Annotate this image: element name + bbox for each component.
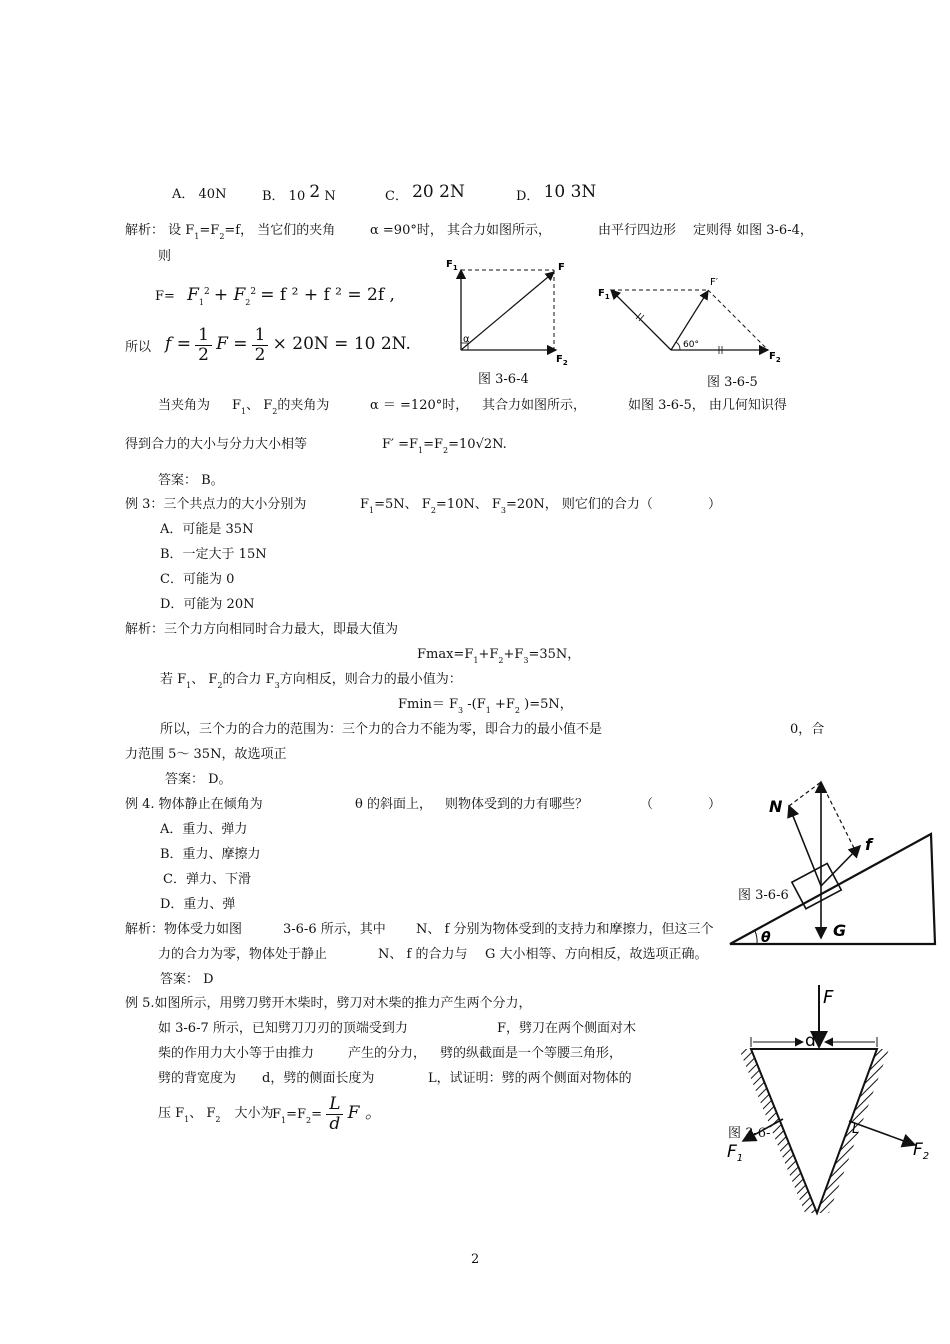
q2-analysis-line1: 解析： 设 $F_1=F_2=f$， 当它们的夹角	[125, 223, 336, 241]
q2-answer: 答案： B。	[158, 473, 224, 488]
f1-label: $F_1$	[598, 288, 610, 301]
q3-analysis1: 解析：三个力方向相同时合力最大，即最大值为	[125, 622, 399, 637]
q3-answer: 答案： D。	[165, 772, 232, 787]
l-label: L	[852, 1122, 860, 1137]
q4-option-d: D．重力、弹	[160, 897, 236, 912]
caption-3-6-4: 图 3-6-4	[478, 372, 529, 387]
q4-option-a: A．重力、弹力	[160, 822, 248, 837]
f-prime-label: F′	[710, 277, 719, 288]
q2-analysis-line1-part2: α =90°时， 其合力如图所示，	[370, 223, 551, 238]
q2-line3-c: α ＝ =120°时，	[370, 398, 469, 413]
q3-line2: 若 $F_1$、 $F_2$的合力 $F_3$方向相反，则合力的最小值为：	[160, 672, 462, 690]
q2-line3-b: $F_1$、 $F_2$的夹角为	[232, 398, 330, 416]
q5-line2b: F，劈刀在两个侧面对木	[497, 1021, 637, 1036]
q4-stem: 例 4. 物体静止在倾角为	[125, 797, 263, 812]
f-label: F	[558, 262, 565, 273]
q5-line3c: 劈的纵截面是一个等腰三角形，	[440, 1046, 623, 1061]
f1-arrow	[611, 290, 671, 350]
alpha-label: α	[463, 334, 470, 345]
f1-label: $F_1$	[446, 259, 458, 272]
q3-option-d: D．可能为 20N	[160, 597, 255, 612]
q5-line2a: 如 3-6-7 所示，已知劈刀刀刃的顶端受到力	[158, 1021, 408, 1036]
resultant-arrow	[461, 272, 554, 350]
q5-formula: $F_1=F_2=$ $\frac{L}{d}$ F 。	[272, 1094, 382, 1134]
q4-option-c: C．弹力、下滑	[163, 872, 251, 887]
g-label: G	[833, 921, 847, 940]
option-c: C． 20 2N	[385, 182, 465, 204]
q3-fmin: $Fmin= F_3$ $-(F_1 +F_2$ )=5N，	[398, 697, 573, 715]
caption-3-6-5: 图 3-6-5	[707, 375, 758, 390]
q4-stem-d: ）	[708, 797, 722, 812]
option-b: B． 10 2 N	[262, 182, 336, 204]
formula-label-so: 所以	[125, 340, 152, 355]
q3-stem-close: ）	[708, 497, 722, 512]
f-arrow	[821, 846, 860, 886]
q4-stem-theta: θ 的斜面上，	[355, 797, 432, 812]
q3-option-a: A．可能是 35N	[160, 522, 254, 537]
q5-line3a: 柴的作用力大小等于由推力	[158, 1046, 315, 1061]
q5-line4a: 劈的背宽度为	[158, 1071, 237, 1086]
q4-option-b: B．重力、摩擦力	[160, 847, 261, 862]
q5-stem: 例 5.如图所示，用劈刀劈开木柴时，劈刀对木柴的推力产生两个分力，	[125, 996, 532, 1011]
q5-line4b: d，劈的侧面长度为	[262, 1071, 375, 1086]
dash-right	[708, 290, 768, 350]
figure-3-6-4	[440, 258, 580, 368]
f2-label: $F_2$	[556, 354, 568, 367]
q2-analysis-line1-part4: 定则得 如图 3-6-4，	[693, 223, 813, 238]
figure-3-6-7	[725, 985, 935, 1220]
q2-analysis-line2: 则	[158, 249, 172, 264]
q2-line3-e: 如图 3-6-5， 由几何知识得	[628, 398, 787, 413]
f2-label: $F_2$	[769, 351, 781, 364]
q4-stem-c: （	[640, 797, 654, 812]
friction-label: f	[865, 835, 872, 854]
q2-line4-formula: $F' =F_1=F_2=10√2N$.	[382, 437, 507, 455]
q2-line3: 当夹角为	[158, 398, 211, 413]
q3-fmax: $Fmax=F_1+F_2+F_3=35N$，	[417, 647, 581, 665]
q4-stem-b: 则物体受到的力有哪些？	[445, 797, 589, 812]
q3-stem: 例 3：三个共点力的大小分别为	[125, 497, 307, 512]
q5-line5: 压 $F_1$、 $F_2$ 大小为	[158, 1106, 274, 1124]
q4-analysis2c: G 大小相等、方向相反，故选项正确。	[485, 947, 708, 962]
q3-line4: 力范围 5～ 35N，故选项正	[125, 747, 287, 762]
n-label: N	[769, 797, 783, 816]
q4-analysis2b: N、 f 的合力与	[378, 947, 468, 962]
option-a: A． 40N	[172, 187, 227, 202]
q5-line3b: 产生的分力，	[348, 1046, 427, 1061]
q2-line3-d: 其合力如图所示，	[482, 398, 587, 413]
d-label: d	[805, 1031, 816, 1051]
q3-line3-zero: 0，合	[790, 722, 825, 737]
q5-line4c: L，试证明：劈的两个侧面对物体的	[428, 1071, 632, 1086]
q3-option-c: C．可能为 0	[160, 572, 235, 587]
page-number: 2	[471, 1252, 480, 1267]
q4-analysis1a: 解析：物体受力如图	[125, 922, 243, 937]
q4-analysis2a: 力的合力为零，物体处于静止	[158, 947, 328, 962]
q4-analysis1c: N、 f 分别为物体受到的支持力和摩擦力，但这三个	[416, 922, 714, 937]
figure-3-6-6	[725, 778, 945, 948]
q4-answer: 答案： D	[160, 972, 214, 987]
q3-line3: 所以，三个力的合力的范围为：三个力的合力不能为零，即合力的最小值不是	[160, 722, 603, 737]
caption-3-6-7: 图 3-6-	[728, 1126, 771, 1141]
theta-label: θ	[761, 930, 771, 946]
formula-resultant: $F= F_1^2 + F_2^2 = f$ ² + f ² = 2f ,	[155, 285, 395, 307]
n-arrow	[789, 806, 821, 886]
q2-line4: 得到合力的大小与分力大小相等	[125, 437, 308, 452]
figure-3-6-5	[596, 275, 796, 365]
caption-3-6-6: 图 3-6-6	[738, 888, 789, 903]
option-d: D． 10 3N	[516, 182, 597, 204]
q4-analysis1b: 3-6-6 所示，其中	[283, 922, 386, 937]
formula-f: f = $\frac{1}{2}$ F = $\frac{1}{2}$ × 20N = 10 2N.	[165, 325, 411, 365]
q3-stem-forces: $F_1=5N$、 $F_2=10N$、 $F_3=20N$， 则它们的合力（	[360, 497, 653, 515]
angle-label: 60°	[683, 340, 699, 350]
f2-label: $F_2$	[913, 1140, 930, 1162]
f1-label: $F_1$	[727, 1142, 744, 1164]
q3-option-b: B．一定大于 15N	[160, 547, 267, 562]
q2-analysis-line1-part3: 由平行四边形	[598, 223, 677, 238]
f-label: F	[823, 987, 834, 1008]
